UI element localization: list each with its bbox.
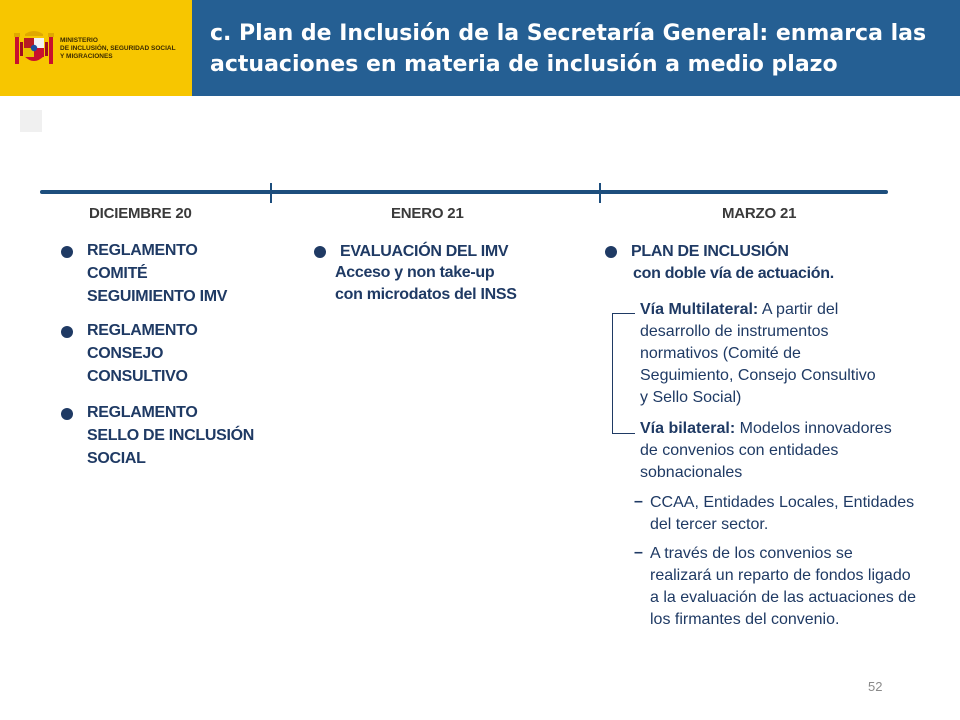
item-line: CONSEJO	[87, 345, 164, 362]
bullet-icon	[61, 246, 73, 258]
sub-line: realizará un reparto de fondos ligado	[650, 567, 911, 584]
item-line: REGLAMENTO	[87, 404, 198, 421]
item-line: REGLAMENTO	[87, 322, 198, 339]
via-text: A partir del	[761, 301, 839, 318]
via-text: Modelos innovadores	[739, 420, 892, 437]
timeline-tick	[599, 183, 601, 203]
bullet-icon	[61, 326, 73, 338]
item-line: REGLAMENTO	[87, 242, 198, 259]
ministry-line: DE INCLUSIÓN, SEGURIDAD SOCIAL	[60, 45, 176, 52]
dash-bullet-icon: –	[634, 544, 643, 561]
ministry-line: Y MIGRACIONES	[60, 53, 113, 60]
reglamento-comite-item	[87, 239, 287, 308]
timeline-axis	[40, 190, 888, 194]
item-line: SELLO DE INCLUSIÓN	[87, 427, 255, 444]
slide-title	[210, 18, 950, 80]
bracket-connector	[612, 313, 635, 434]
bullet-icon	[61, 408, 73, 420]
evaluacion-imv-title: EVALUACIÓN DEL IMV	[340, 243, 509, 260]
sub-line: los firmantes del convenio.	[650, 611, 840, 628]
reglamento-consejo-item	[87, 319, 287, 388]
timeline-tick	[270, 183, 272, 203]
sub-line: CCAA, Entidades Locales, Entidades	[650, 494, 915, 511]
item-line: CONSULTIVO	[87, 368, 188, 385]
via-line: Seguimiento, Consejo Consultivo	[640, 367, 876, 384]
via-line: desarrollo de instrumentos	[640, 323, 829, 340]
via-bilateral	[640, 418, 940, 484]
page-number: 52	[868, 679, 883, 694]
sub-line: A través de los convenios se	[650, 545, 853, 562]
plan-inclusion-subtitle: con doble vía de actuación.	[633, 265, 834, 282]
date-march-21: MARZO 21	[722, 205, 797, 222]
title-line: c. Plan de Inclusión de la Secretaría General: enmarca las	[210, 21, 927, 46]
bullet-icon	[314, 246, 326, 258]
via-bilateral-label: Vía bilateral:	[640, 420, 736, 437]
dash-bullet-icon: –	[634, 493, 643, 510]
sub-item-convenios	[650, 543, 950, 631]
item-line: SOCIAL	[87, 450, 146, 467]
sub-line: del tercer sector.	[650, 516, 769, 533]
evaluacion-imv-detail	[335, 262, 595, 306]
watermark-icon	[18, 108, 44, 134]
item-line: SEGUIMIENTO IMV	[87, 288, 228, 305]
plan-inclusion-title: PLAN DE INCLUSIÓN	[631, 243, 789, 260]
via-line: de convenios con entidades	[640, 442, 839, 459]
bullet-icon	[605, 246, 617, 258]
via-line	[640, 418, 940, 440]
title-line: actuaciones en materia de inclusión a medio plazo	[210, 52, 838, 77]
via-line	[640, 299, 940, 321]
ministry-logo	[0, 0, 192, 96]
ministry-line: MINISTERIO	[60, 37, 98, 44]
item-line: con microdatos del INSS	[335, 286, 517, 303]
date-january-21: ENERO 21	[391, 205, 464, 222]
ministry-name	[60, 37, 190, 61]
via-line: normativos (Comité de	[640, 345, 801, 362]
reglamento-sello-item	[87, 401, 287, 470]
sub-item-entidades	[650, 492, 950, 536]
date-december-20: DICIEMBRE 20	[89, 205, 192, 222]
item-line: COMITÉ	[87, 265, 148, 282]
via-line: y Sello Social)	[640, 389, 742, 406]
via-multilateral	[640, 299, 940, 409]
coat-of-arms-icon	[12, 28, 56, 68]
sub-line: a la evaluación de las actuaciones de	[650, 589, 916, 606]
slide-header	[192, 0, 960, 96]
via-line: sobnacionales	[640, 464, 743, 481]
item-line: Acceso y non take-up	[335, 264, 495, 281]
via-multilateral-label: Vía Multilateral:	[640, 301, 759, 318]
